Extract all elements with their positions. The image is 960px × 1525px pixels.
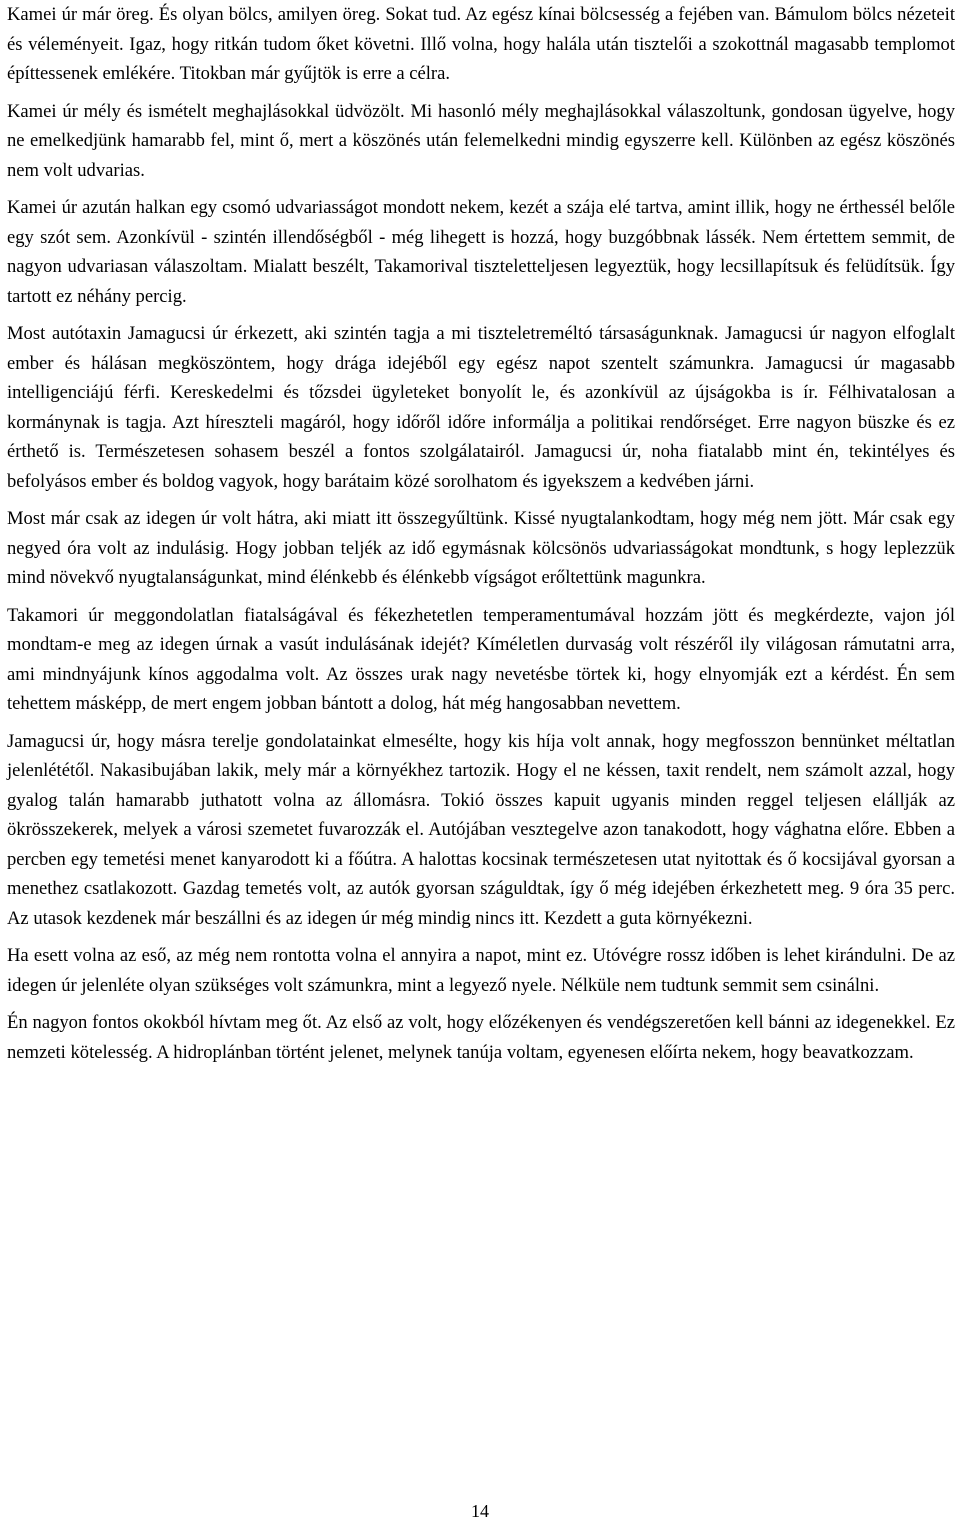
paragraph-2: Kamei úr mély és ismételt meghajlásokkal üdvözölt. Mi hasonló mély meghajlásokkal válaszoltunk, gondosan ügyelve, hogy ne emelkedjünk hamarabb fel, mint ő, mert a köszönés után felemelkedni mindig egyszerre kell. Különben az egész köszönés nem volt udvarias. xyxy=(7,100,955,181)
paragraph-1: Kamei úr már öreg. És olyan bölcs, amilyen öreg. Sokat tud. Az egész kínai bölcsesség a fejében van. Bámulom bölcs nézeteit és véleményeit. Igaz, hogy ritkán tudom őket követni. Illő volna, hogy halála után tisztelői a szokottnál magasabb templomot építtessenek emlékére. Titokban már gyűjtök is erre a célra. xyxy=(7,4,955,84)
document-page xyxy=(7,0,955,1075)
paragraph-7: Jamagucsi úr, hogy másra terelje gondolatainkat elmesélte, hogy kis híja volt annak, hogy megfosszon bennünket méltatlan jelenlététől. Nakasibujában lakik, mely már a környékhez tartozik. Hogy el ne késsen, taxit rendelt, nem számolt azzal, hogy gyalog talán hamarabb juthatott volna az állomásra. Tokió összes kapuit ugyanis minden reggel teljesen elállják az ökrösszekerek, melyek a városi szemetet fuvarozzák el. Autójában vesztegelve azon tanakodott, hogy vághatna előre. Ebben a percben egy temetési menet kanyarodott ki a főútra. A halottas kocsinak természetesen utat nyitottak és ő kocsijával gyorsan a menethez csatlakozott. Gazdag temetés volt, az autók gyorsan száguldtak, így ő még idejében érkezhetett meg. 9 óra 35 perc. Az utasok kezdenek már beszállni és az idegen úr még mindig nincs itt. Kezdett a guta környékezni. xyxy=(7,730,955,929)
page-number: 14 xyxy=(471,1501,489,1521)
paragraph-8: Ha esett volna az eső, az még nem rontotta volna el annyira a napot, mint ez. Utóvégre rossz időben is lehet kirándulni. De az idegen úr jelenléte olyan szükséges volt számunkra, mint a legyező nyele. Nélküle nem tudtunk semmit sem csinálni. xyxy=(7,945,955,996)
paragraph-5: Most már csak az idegen úr volt hátra, aki miatt itt összegyűltünk. Kissé nyugtalankodtam, hogy még nem jött. Már csak egy negyed óra volt az indulásig. Hogy jobban teljék az idő egymásnak kölcsönös udvariasságokat mondtunk, s hogy leplezzük mind növekvő nyugtalanságunkat, mind élénkebb és élénkebb vígságot erőltettünk magunkra. xyxy=(7,508,955,588)
paragraph-6: Takamori úr meggondolatlan fiatalságával és fékezhetetlen temperamentumával hozzám jött és megkérdezte, vajon jól mondtam-e meg az idegen úrnak a vasút indulásának idejét? Kíméletlen durvaság volt részéről ily világosan rámutatni arra, ami mindnyájunk kínos aggodalma volt. Az összes urak nagy nevetésbe törtek ki, hogy elnyomják ezt a kérdést. Én sem tehettem másképp, de mert engem jobban bántott a dolog, hát még hangosabban nevettem. xyxy=(7,604,955,714)
paragraph-9: Én nagyon fontos okokból hívtam meg őt. Az első az volt, hogy előzékenyen és vendégszeretően kell bánni az idegenekkel. Ez nemzeti kötelesség. A hidroplánban történt jelenet, melynek tanúja voltam, egyenesen előírta nekem, hogy beavatkozzam. xyxy=(7,1012,955,1063)
paragraph-4: Most autótaxin Jamagucsi úr érkezett, aki szintén tagja a mi tiszteletreméltó társaságunknak. Jamagucsi úr nagyon elfoglalt ember és hálásan megköszöntem, hogy drága idejéből egy egész napot szentelt számunkra. Jamagucsi úr magasabb intelligenciájú férfi. Kereskedelmi és tőzsdei ügyleteket bonyolít le, és azonkívül az újságokba is ír. Félhivatalosan a kormánynak is tagja. Azt híreszteli magáról, hogy időről időre informálja a politikai rendőrséget. Erre nagyon büszke és ez érthető is. Természetesen sohasem beszél a fontos szolgálatairól. Jamagucsi úr, noha fiatalabb mint én, tekintélyes és befolyásos ember és boldog vagyok, hogy barátaim közé sorolhatom és igyekszem a kedvében járni. xyxy=(7,323,955,492)
paragraph-3: Kamei úr azután halkan egy csomó udvariasságot mondott nekem, kezét a szája elé tartva, amint illik, hogy ne érthessél belőle egy szót sem. Azonkívül - szintén illendőségből - még lihegett is hozzá, hogy buzgóbbnak lássék. Nem értettem semmit, de nagyon udvariasan válaszoltam. Mialatt beszélt, Takamorival tiszteletteljesen legyeztük, hogy lecsillapítsuk és felüdítsük. Így tartott ez néhány percig. xyxy=(7,197,955,307)
